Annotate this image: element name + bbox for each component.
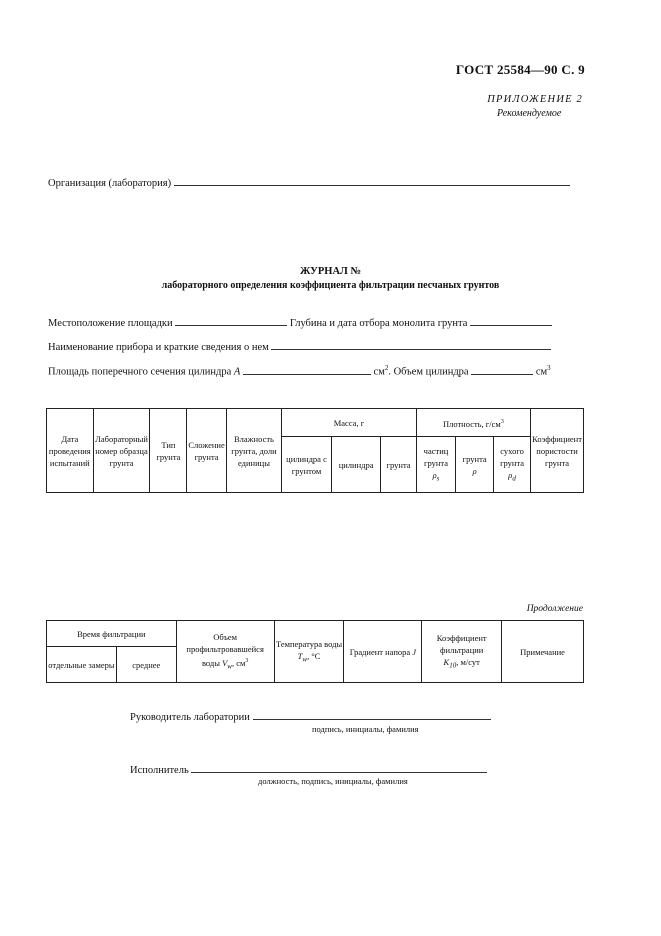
location-label: Местоположение площадки (48, 318, 173, 329)
area-row (48, 364, 551, 378)
water-volume-sub: w (227, 662, 232, 671)
rho-sub: d (512, 474, 516, 483)
density-dry-label: сухого грунта (500, 445, 525, 468)
temperature-label: Температура воды (275, 638, 343, 649)
journal-title: ЖУРНАЛ № (299, 266, 362, 277)
head-signature-field[interactable] (253, 710, 491, 720)
head-caption: подпись, инициалы, фамилия (312, 724, 419, 734)
col-mass-cylinder: цилиндра (331, 437, 381, 493)
col-date: Дата проведения испытаний (47, 409, 94, 493)
head-signature-row (130, 710, 491, 723)
area-symbol: А (233, 366, 241, 378)
col-temperature (274, 621, 344, 683)
continuation-label: Продолжение (526, 604, 583, 614)
col-mass-soil: грунта (381, 437, 416, 493)
water-volume-unit: , см (231, 657, 246, 668)
col-lab-number: Лабораторный номер образца грунта (93, 409, 150, 493)
col-mass-cylinder-soil: цилиндра с грунтом (282, 437, 332, 493)
coef-unit: , м/сут (456, 656, 480, 667)
col-density-particles (416, 437, 456, 493)
gost-header: ГОСТ 25584—90 С. 9 (455, 62, 585, 77)
col-water-volume (176, 621, 274, 683)
water-volume-sup: 3 (245, 657, 249, 664)
temperature-unit: , °С (307, 650, 321, 661)
recommended-label: Рекомендуемое (497, 108, 562, 119)
device-field[interactable] (271, 340, 551, 350)
continuation-table (46, 620, 584, 683)
executor-signature-row (130, 763, 487, 776)
location-field[interactable] (175, 316, 287, 326)
location-row (48, 316, 552, 329)
col-density-soil (456, 437, 494, 493)
volume-unit-sup: 3 (547, 364, 551, 372)
col-individual: отдельные замеры (47, 647, 117, 683)
organization-row (48, 176, 570, 189)
col-coef (422, 621, 502, 683)
water-volume-label: Объем профильтровавшейся воды (186, 631, 264, 668)
volume-label: . Объем цилиндра (388, 366, 469, 378)
organization-label: Организация (лаборатория) (48, 178, 172, 189)
rho-symbol: ρ (508, 469, 513, 480)
area-unit: см (373, 366, 385, 378)
col-gradient (344, 621, 422, 683)
temperature-symbol: T (297, 650, 303, 661)
density-particles-label: частиц грунта (423, 445, 449, 468)
volume-field[interactable] (471, 365, 533, 375)
water-volume-symbol: V (222, 657, 228, 668)
coef-sub: 10 (449, 661, 457, 670)
col-moisture: Влажность грунта, доли единицы (226, 409, 281, 493)
volume-unit: см (535, 366, 548, 378)
gradient-label: Градиент напора (349, 646, 411, 657)
device-label: Наименование прибора и краткие сведения о нем (48, 342, 269, 353)
gradient-symbol: J (412, 646, 417, 657)
executor-signature-field[interactable] (191, 763, 487, 773)
depth-field[interactable] (470, 316, 552, 326)
density-sup: 3 (500, 418, 504, 425)
rho-symbol: ρ (432, 469, 437, 480)
col-filtration-time: Время фильтрации (47, 621, 177, 647)
appendix-label: ПРИЛОЖЕНИЕ 2 (487, 94, 583, 105)
density-label: Плотность, г/см (442, 418, 501, 429)
device-row (48, 340, 551, 353)
area-label: Площадь поперечного сечения цилиндра (48, 366, 232, 378)
executor-caption: должность, подпись, инициалы, фамилия (258, 776, 408, 786)
head-label: Руководитель лаборатории (130, 712, 250, 723)
col-density (416, 409, 530, 437)
executor-label: Исполнитель (130, 765, 189, 776)
col-soil-layer: Сложение грунта (187, 409, 226, 493)
temperature-sub: w (302, 655, 308, 664)
col-mass: Масса, г (282, 409, 417, 437)
coef-symbol: K (443, 656, 450, 667)
col-density-dry (494, 437, 531, 493)
journal-table (46, 408, 584, 493)
area-field[interactable] (243, 365, 371, 375)
organization-field[interactable] (174, 176, 570, 186)
coef-label: Коэффициент фильтрации (436, 632, 487, 655)
col-average: среднее (116, 647, 176, 683)
density-soil-label: грунта (462, 453, 487, 464)
col-note: Примечание (502, 621, 584, 683)
journal-subtitle: лабораторного определения коэффициента фильтрации песчаных грунтов (161, 280, 500, 291)
rho-symbol: ρ (472, 465, 477, 476)
col-porosity: Коэффициент пористости грунта (531, 409, 584, 493)
col-soil-type: Тип грунта (150, 409, 187, 493)
rho-sub: s (436, 474, 440, 483)
area-unit-sup: 2 (384, 364, 389, 372)
depth-label: Глубина и дата отбора монолита грунта (289, 318, 468, 329)
